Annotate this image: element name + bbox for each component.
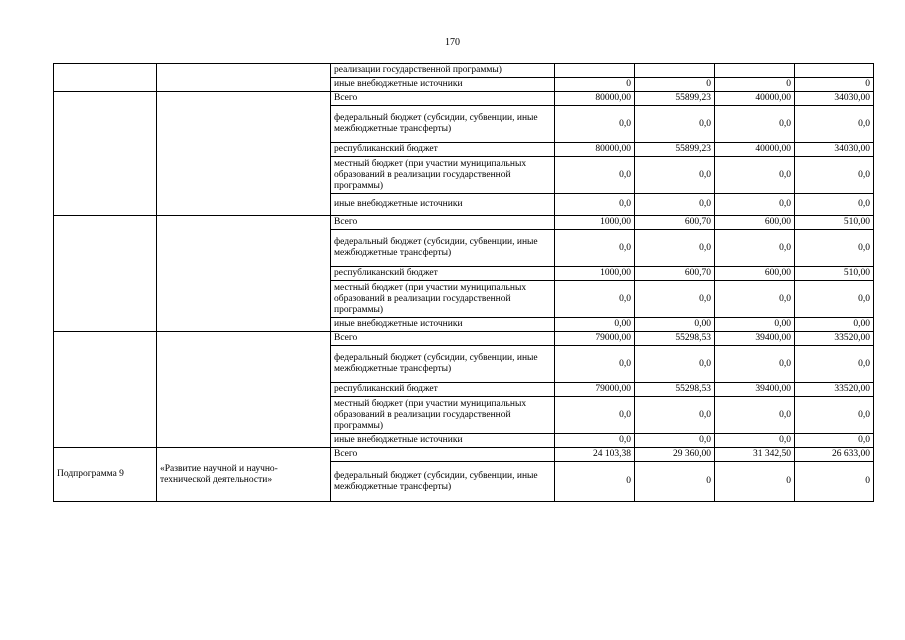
table-row — [54, 64, 874, 78]
funding-source-cell: Всего — [331, 332, 555, 346]
amount-cell-year-3: 0,0 — [715, 434, 795, 448]
measure-description-cell — [157, 216, 331, 332]
amount-cell-year-4: 0,0 — [795, 397, 874, 434]
measure-title-cell — [54, 64, 157, 92]
measure-title-cell: Подпрограмма 9 — [54, 448, 157, 502]
amount-cell-year-1: 0 — [555, 78, 635, 92]
amount-cell-year-4: 0,0 — [795, 194, 874, 216]
amount-cell-year-2: 0,0 — [635, 434, 715, 448]
amount-cell-year-1: 1000,00 — [555, 216, 635, 230]
measure-description-cell — [157, 92, 331, 216]
amount-cell-year-1: 0,0 — [555, 346, 635, 383]
funding-source-cell: местный бюджет (при участии муниципальных образований в реализации государственной программы) — [331, 397, 555, 434]
amount-cell-year-4: 0,0 — [795, 281, 874, 318]
amount-cell-year-2: 600,70 — [635, 216, 715, 230]
amount-cell-year-4: 510,00 — [795, 216, 874, 230]
amount-cell-year-2: 55899,23 — [635, 143, 715, 157]
measure-title-cell — [54, 216, 157, 332]
amount-cell-year-1: 0,0 — [555, 434, 635, 448]
measure-description-cell — [157, 332, 331, 448]
measure-description-cell — [157, 64, 331, 92]
amount-cell-year-3 — [715, 64, 795, 78]
amount-cell-year-1: 1000,00 — [555, 267, 635, 281]
funding-source-cell: местный бюджет (при участии муниципальных образований в реализации государственной программы) — [331, 157, 555, 194]
amount-cell-year-3: 0,0 — [715, 157, 795, 194]
funding-source-cell: федеральный бюджет (субсидии, субвенции, иные межбюджетные трансферты) — [331, 346, 555, 383]
amount-cell-year-3: 31 342,50 — [715, 448, 795, 462]
amount-cell-year-3: 0 — [715, 462, 795, 502]
amount-cell-year-1 — [555, 64, 635, 78]
amount-cell-year-1: 79000,00 — [555, 383, 635, 397]
amount-cell-year-4: 0,0 — [795, 434, 874, 448]
funding-source-cell: иные внебюджетные источники — [331, 194, 555, 216]
amount-cell-year-4: 0,0 — [795, 346, 874, 383]
amount-cell-year-2: 55298,53 — [635, 332, 715, 346]
funding-source-cell: Всего — [331, 448, 555, 462]
amount-cell-year-4: 0,0 — [795, 157, 874, 194]
measure-title-cell — [54, 332, 157, 448]
amount-cell-year-2: 0,00 — [635, 318, 715, 332]
table-row — [54, 216, 874, 230]
amount-cell-year-4: 0,00 — [795, 318, 874, 332]
amount-cell-year-4: 34030,00 — [795, 92, 874, 106]
amount-cell-year-2: 0,0 — [635, 106, 715, 143]
amount-cell-year-2: 0,0 — [635, 281, 715, 318]
amount-cell-year-2 — [635, 64, 715, 78]
amount-cell-year-3: 0,00 — [715, 318, 795, 332]
amount-cell-year-3: 600,00 — [715, 216, 795, 230]
amount-cell-year-2: 0,0 — [635, 230, 715, 267]
table-row — [54, 332, 874, 346]
funding-source-cell: федеральный бюджет (субсидии, субвенции, иные межбюджетные трансферты) — [331, 462, 555, 502]
amount-cell-year-1: 0,0 — [555, 281, 635, 318]
amount-cell-year-1: 0,0 — [555, 157, 635, 194]
amount-cell-year-4: 26 633,00 — [795, 448, 874, 462]
funding-source-cell: республиканский бюджет — [331, 267, 555, 281]
amount-cell-year-4: 0 — [795, 462, 874, 502]
amount-cell-year-1: 0,0 — [555, 397, 635, 434]
amount-cell-year-1: 0,0 — [555, 194, 635, 216]
amount-cell-year-3: 0,0 — [715, 230, 795, 267]
amount-cell-year-3: 600,00 — [715, 267, 795, 281]
amount-cell-year-1: 0,0 — [555, 230, 635, 267]
measure-title-cell — [54, 92, 157, 216]
amount-cell-year-1: 79000,00 — [555, 332, 635, 346]
amount-cell-year-3: 0,0 — [715, 106, 795, 143]
amount-cell-year-2: 29 360,00 — [635, 448, 715, 462]
funding-source-cell: иные внебюджетные источники — [331, 78, 555, 92]
amount-cell-year-2: 0,0 — [635, 194, 715, 216]
amount-cell-year-1: 0 — [555, 462, 635, 502]
table-row — [54, 92, 874, 106]
amount-cell-year-2: 0,0 — [635, 346, 715, 383]
budget-table — [53, 63, 874, 502]
funding-source-cell: федеральный бюджет (субсидии, субвенции, иные межбюджетные трансферты) — [331, 106, 555, 143]
amount-cell-year-1: 0,00 — [555, 318, 635, 332]
amount-cell-year-4: 34030,00 — [795, 143, 874, 157]
amount-cell-year-2: 0,0 — [635, 397, 715, 434]
amount-cell-year-4: 510,00 — [795, 267, 874, 281]
amount-cell-year-4: 0,0 — [795, 230, 874, 267]
funding-source-cell: реализации государственной программы) — [331, 64, 555, 78]
amount-cell-year-3: 0,0 — [715, 281, 795, 318]
amount-cell-year-4: 33520,00 — [795, 383, 874, 397]
amount-cell-year-3: 0,0 — [715, 397, 795, 434]
amount-cell-year-4: 33520,00 — [795, 332, 874, 346]
amount-cell-year-3: 0 — [715, 78, 795, 92]
funding-source-cell: республиканский бюджет — [331, 383, 555, 397]
funding-source-cell: федеральный бюджет (субсидии, субвенции, иные межбюджетные трансферты) — [331, 230, 555, 267]
amount-cell-year-1: 80000,00 — [555, 92, 635, 106]
amount-cell-year-4 — [795, 64, 874, 78]
amount-cell-year-2: 55298,53 — [635, 383, 715, 397]
amount-cell-year-2: 0,0 — [635, 157, 715, 194]
amount-cell-year-3: 39400,00 — [715, 383, 795, 397]
table-row — [54, 448, 874, 462]
measure-description-cell: «Развитие научной и научно-технической деятельности» — [157, 448, 331, 502]
amount-cell-year-2: 55899,23 — [635, 92, 715, 106]
funding-source-cell: республиканский бюджет — [331, 143, 555, 157]
amount-cell-year-3: 40000,00 — [715, 92, 795, 106]
amount-cell-year-3: 0,0 — [715, 194, 795, 216]
page-number: 170 — [445, 37, 460, 48]
funding-source-cell: иные внебюджетные источники — [331, 318, 555, 332]
amount-cell-year-3: 0,0 — [715, 346, 795, 383]
amount-cell-year-2: 0 — [635, 78, 715, 92]
amount-cell-year-2: 600,70 — [635, 267, 715, 281]
amount-cell-year-4: 0,0 — [795, 106, 874, 143]
funding-source-cell: Всего — [331, 92, 555, 106]
funding-source-cell: местный бюджет (при участии муниципальных образований в реализации государственной программы) — [331, 281, 555, 318]
amount-cell-year-4: 0 — [795, 78, 874, 92]
funding-source-cell: Всего — [331, 216, 555, 230]
amount-cell-year-2: 0 — [635, 462, 715, 502]
funding-source-cell: иные внебюджетные источники — [331, 434, 555, 448]
amount-cell-year-3: 39400,00 — [715, 332, 795, 346]
amount-cell-year-3: 40000,00 — [715, 143, 795, 157]
amount-cell-year-1: 24 103,38 — [555, 448, 635, 462]
amount-cell-year-1: 80000,00 — [555, 143, 635, 157]
amount-cell-year-1: 0,0 — [555, 106, 635, 143]
